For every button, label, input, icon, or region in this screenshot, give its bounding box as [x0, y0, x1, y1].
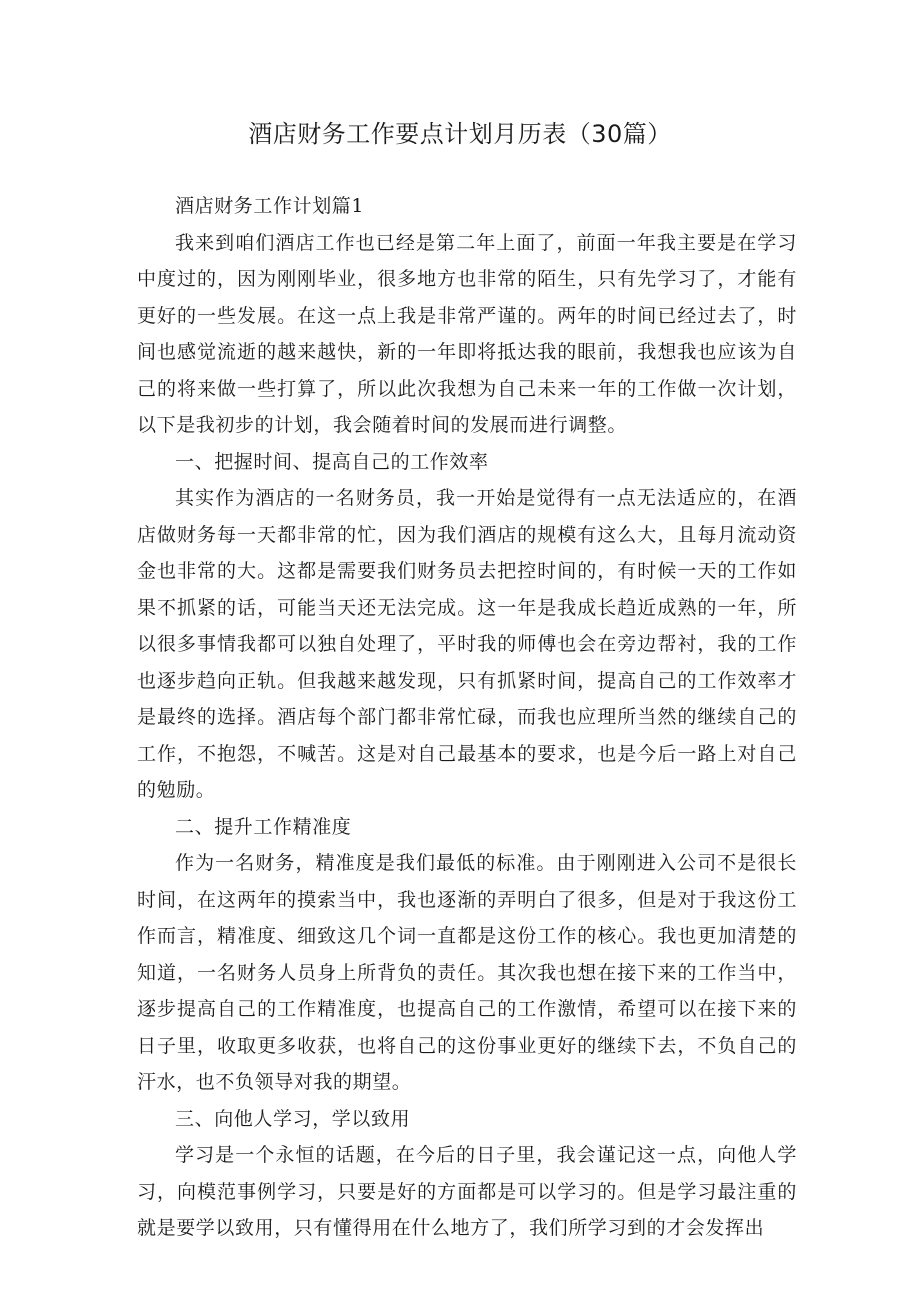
section-heading-3: 三、向他人学习，学以致用: [175, 1107, 411, 1130]
section-heading-article-1: 酒店财务工作计划篇1: [175, 195, 365, 217]
body-paragraph-3: 学习是一个永恒的话题，在今后的日子里，我会谨记这一点，向他人学习，向模范事例学习，只要是好的方面都是可以学习的。但是学习最注重的就是要学以致用，只有懂得用在什么地方了，我们所学习到的才会发挥出: [137, 1144, 797, 1239]
document-title: 酒店财务工作要点计划月历表（30篇）: [248, 120, 672, 148]
body-paragraph-intro: 我来到咱们酒店工作也已经是第二年上面了，前面一年我主要是在学习中度过的，因为刚刚毕业，很多地方也非常的陌生，只有先学习了，才能有更好的一些发展。在这一点上我是非常严谨的。两年的时间已经过去了，时间也感觉流逝的越来越快，新的一年即将抵达我的眼前，我想我也应该为自己的将来做一些打算了，所以此次我想为自己未来一年的工作做一次计划，以下是我初步的计划，我会随着时间的发展而进行调整。: [137, 231, 797, 436]
section-heading-2: 二、提升工作精准度: [175, 815, 352, 838]
document-body: [137, 188, 797, 1247]
body-paragraph-2: 作为一名财务，精准度是我们最低的标准。由于刚刚进入公司不是很长时间，在这两年的摸索当中，我也逐渐的弄明白了很多，但是对于我这份工作而言，精准度、细致这几个词一直都是这份工作的核心。我也更加清楚的知道，一名财务人员身上所背负的责任。其次我也想在接下来的工作当中，逐步提高自己的工作精准度，也提高自己的工作激情，希望可以在接下来的日子里，收取更多收获，也将自己的这份事业更好的继续下去，不负自己的汗水，也不负领导对我的期望。: [137, 852, 797, 1093]
section-heading-1: 一、把握时间、提高自己的工作效率: [175, 450, 489, 473]
body-paragraph-1: 其实作为酒店的一名财务员，我一开始是觉得有一点无法适应的，在酒店做财务每一天都非常的忙，因为我们酒店的规模有这么大，且每月流动资金也非常的大。这都是需要我们财务员去把控时间的，有时候一天的工作如果不抓紧的话，可能当天还无法完成。这一年是我成长趋近成熟的一年，所以很多事情我都可以独自处理了，平时我的师傅也会在旁边帮衬，我的工作也逐步趋向正轨。但我越来越发现，只有抓紧时间，提高自己的工作效率才是最终的选择。酒店每个部门都非常忙碌，而我也应理所当然的继续自己的工作，不抱怨，不喊苦。这是对自己最基本的要求，也是今后一路上对自己的勉励。: [137, 487, 797, 801]
